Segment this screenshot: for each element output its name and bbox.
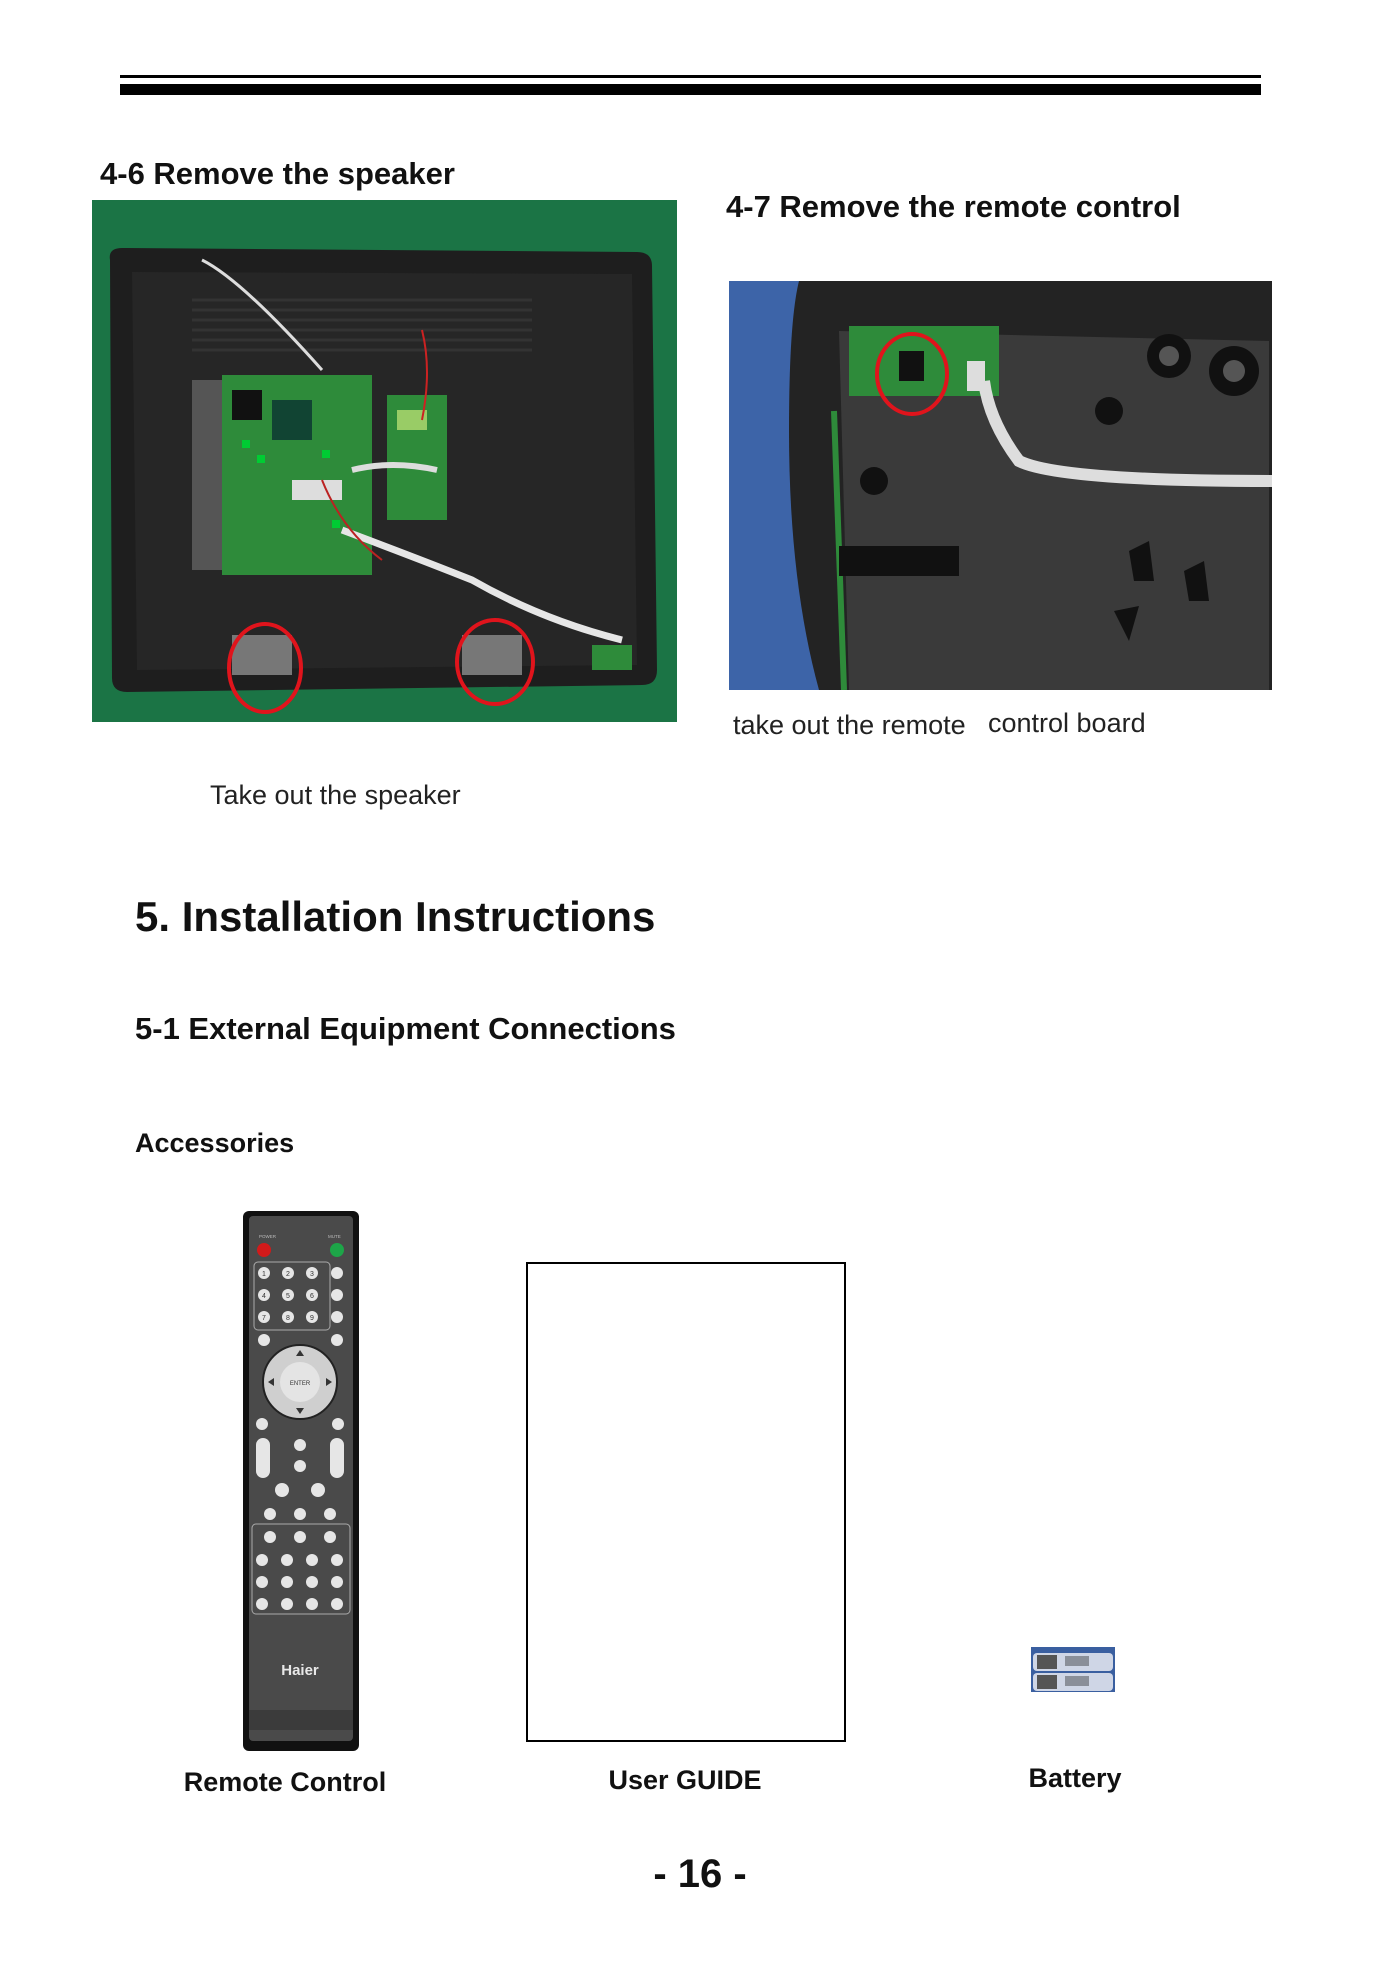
remote-digit-5: 5 — [286, 1293, 290, 1300]
remote-caption-b: control board — [988, 708, 1146, 738]
installation-subtitle: 5-1 External Equipment Connections — [135, 1011, 676, 1046]
accessories-heading: Accessories — [135, 1128, 295, 1158]
remote-digit-9: 9 — [310, 1315, 314, 1322]
speaker-caption: Take out the speaker — [210, 780, 461, 810]
remote-heading: 4-7 Remove the remote control — [726, 189, 1181, 224]
remote-digit-3: 3 — [310, 1271, 314, 1278]
remote-enter-text: ENTER — [289, 1381, 311, 1387]
header-rule-thick — [120, 84, 1261, 95]
user-guide-image — [526, 1262, 846, 1742]
battery-image — [1031, 1647, 1115, 1697]
remote-mute-text: MUTE — [328, 1234, 341, 1239]
speaker-photo — [92, 200, 677, 722]
accessory-label-remote: Remote Control — [183, 1767, 387, 1797]
remote-caption-a: take out the remote — [733, 710, 966, 740]
page-number: - 16 - — [653, 1852, 747, 1896]
remote-digit-4: 4 — [262, 1293, 266, 1300]
header-rule-thin — [120, 75, 1261, 78]
accessory-label-guide: User GUIDE — [608, 1765, 762, 1795]
remote-digit-6: 6 — [310, 1293, 314, 1300]
remote-brand-logo: Haier — [281, 1662, 319, 1679]
remote-power-text: POWER — [259, 1234, 277, 1239]
installation-title: 5. Installation Instructions — [135, 893, 656, 940]
remote-control-image — [242, 1210, 360, 1752]
remote-digit-8: 8 — [286, 1315, 290, 1322]
remote-digit-1: 1 — [262, 1271, 266, 1278]
remote-digit-2: 2 — [286, 1271, 290, 1278]
speaker-heading: 4-6 Remove the speaker — [100, 156, 455, 191]
remote-digit-7: 7 — [262, 1315, 266, 1322]
accessory-label-battery: Battery — [1028, 1763, 1122, 1793]
remote-board-photo — [729, 281, 1272, 690]
